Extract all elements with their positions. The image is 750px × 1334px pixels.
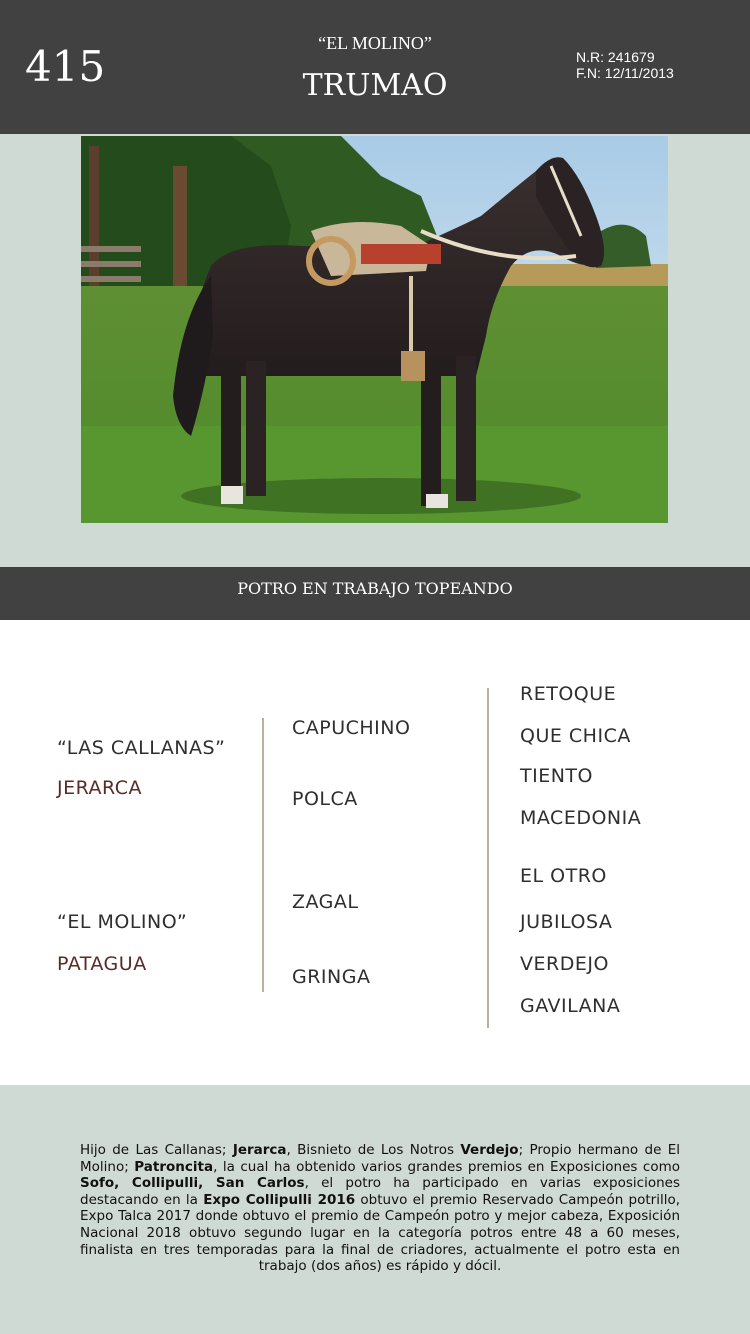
pedigree-divider-1 [262,718,264,992]
registration-number: N.R: 241679 [576,49,655,65]
description-text: Hijo de Las Callanas; Jerarca, Bisnieto de Los Notros Verdejo; Propio hermano de El Molino; Patroncita, la cual ha obtenido varios grandes premios en Exposiciones como Sofo, Collipulli, San Carlos, el potro ha participado en varias exposiciones destacando en la Expo Collipulli 2016 obtuvo el premio Reservado Campeón potrillo, Expo Talca 2017 donde obtuvo el premio de Campeón potro y mejor cabeza, Exposición Nacional 2018 obtuvo segundo lugar en la categoría potros entre 48 a 60 meses, finalista en tres temporadas para la final de criadores, actualmente el potro esta en trabajo (dos años) es rápido y dócil. [80,1142,681,1275]
great-grandparent-item: RETOQUE [520,683,617,705]
registration-info [576,49,674,81]
sire-name: JERARCA [57,777,143,799]
horse-name: TRUMAO [302,68,448,103]
great-grandparent-item: JUBILOSA [520,911,613,933]
dam-breeder: “EL MOLINO” [57,911,188,933]
great-grandparent-item: EL OTRO [520,865,607,887]
caption-text: POTRO EN TRABAJO TOPEANDO [237,579,513,598]
bold-text: Jerarca [232,1142,287,1158]
great-grandparent-item: GAVILANA [520,995,621,1017]
header-bar [0,0,750,134]
great-grandparent-item: TIENTO [520,765,593,787]
sire-breeder: “LAS CALLANAS” [57,737,226,759]
grandparent-item: POLCA [292,788,358,810]
pedigree-divider-2 [487,688,489,1028]
great-grandparent-item: MACEDONIA [520,807,642,829]
bold-text: Patroncita [134,1158,214,1175]
great-grandparent-item: VERDEJO [520,953,609,975]
horse-photo [81,136,668,523]
great-grandparent-item: QUE CHICA [520,725,631,747]
bold-text: Expo Collipulli 2016 [203,1191,356,1208]
photo-section [0,134,750,567]
grandparent-item: CAPUCHINO [292,717,411,739]
grandparent-item: ZAGAL [292,891,359,913]
birth-date: F.N: 12/11/2013 [576,65,674,81]
dam-name: PATAGUA [57,953,147,975]
bold-text: Verdejo [460,1142,519,1158]
breeder-name: “EL MOLINO” [318,33,432,53]
pedigree-section [0,620,750,1085]
bold-text: Sofo, Collipulli, San Carlos [80,1175,305,1192]
grandparent-item: GRINGA [292,966,371,988]
lot-number: 415 [25,42,106,91]
